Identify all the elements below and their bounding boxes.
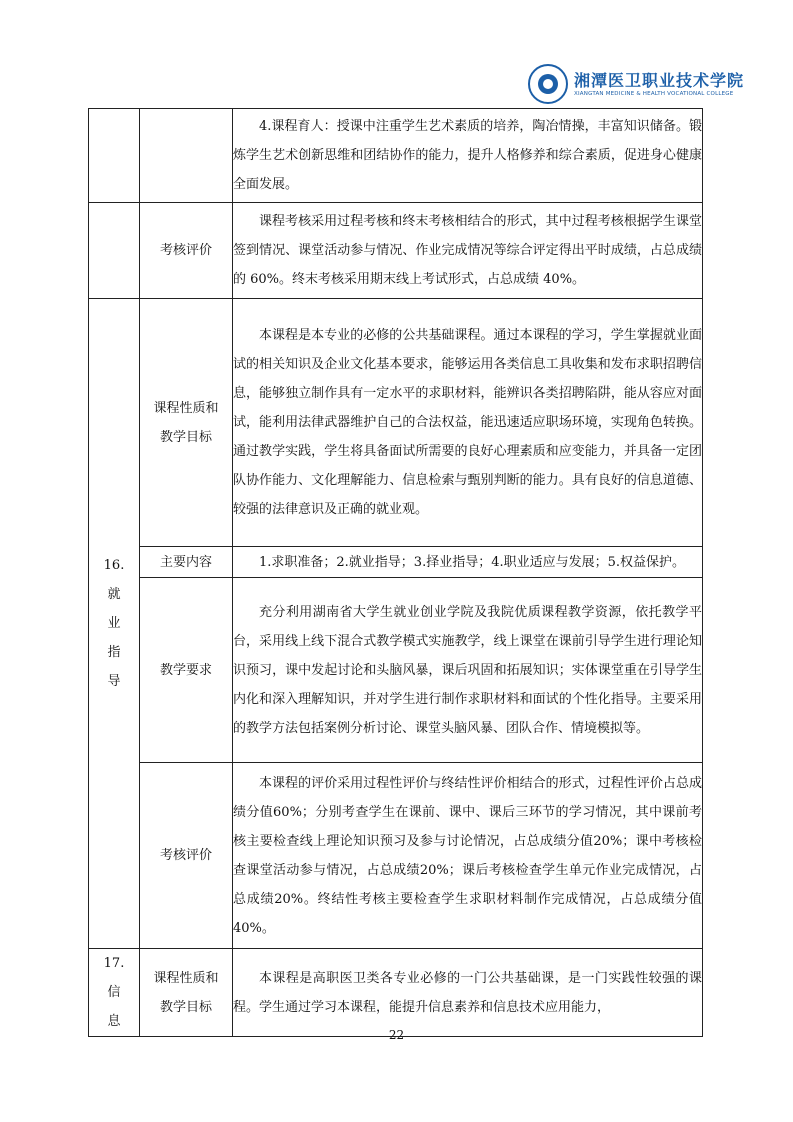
row-content-cell [233, 763, 703, 949]
college-logo [528, 64, 745, 108]
row-content-cell [233, 949, 703, 1037]
table-row [89, 949, 703, 1037]
row-label-cell: 主要内容 [140, 547, 233, 578]
row-content-cell [233, 578, 703, 763]
row-content-cell [233, 203, 703, 299]
course-education-text: 4.课程育人：授课中注重学生艺术素质的培养，陶冶情操，丰富知识储备。锻炼学生艺术创新思维和团结协作的能力，提升人格修养和综合素质，促进身心健康全面发展。 [233, 119, 702, 192]
logo-english: XIANGTAN MEDICINE & HEALTH VOCATIONAL COLLEGE [574, 91, 734, 97]
table-row [89, 578, 703, 763]
table-row [89, 547, 703, 578]
table-row [89, 203, 703, 299]
logo-name: 湘潭医卫职业技术学院 [574, 71, 745, 90]
course-number-cell [89, 109, 140, 203]
course-number-cell [89, 299, 140, 949]
row-label-cell [140, 109, 233, 203]
goal-text: 本课程是本专业的必修的公共基础课程。通过本课程的学习，学生掌握就业面试的相关知识及企业文化基本要求，能够运用各类信息工具收集和发布求职招聘信息，能够独立制作具有一定水平的求职材料，能辨识各类招聘陷阱，能从容应对面试，能利用法律武器维护自己的合法权益，能迅速适应职场环境，实现角色转换。通过教学实践，学生将具备面试所需要的良好心理素质和应变能力，并具备一定团队协作能力、文化理解能力、信息检索与甄别判断的能力。具有良好的信息道德、较强的法律意识及正确的就业观。 [233, 328, 702, 517]
row-label-cell: 考核评价 [140, 203, 233, 299]
goal-label-line: 教学目标 [159, 999, 212, 1015]
requirement-text: 充分利用湖南省大学生就业创业学院及我院优质课程教学资源，依托教学平台，采用线上线下混合式教学模式实施教学，线上课堂在课前引导学生进行理论知识预习，课中发起讨论和头脑风暴，课后巩固和拓展知识；实体课堂重在引导学生内化和深入理解知识，并对学生进行制作求职材料和面试的个性化指导。主要采用的教学方法包括案例分析讨论、课堂头脑风暴、团队合作、情境模拟等。 [233, 604, 702, 736]
course-17-name-char: 息 [107, 1014, 121, 1029]
college-emblem-icon [528, 64, 568, 104]
goal-text: 本课程是高职医卫类各专业必修的一门公共基础课，是一门实践性较强的课程。学生通过学习本课程，能提升信息素养和信息技术应用能力， [233, 970, 702, 1015]
course-number-cell [89, 203, 140, 299]
table-row [89, 109, 703, 203]
table-row [89, 299, 703, 547]
page-number: 22 [388, 1028, 405, 1042]
curriculum-table [88, 108, 703, 1037]
course-16-name-char: 导 [107, 674, 121, 689]
course-16-name-char: 业 [107, 616, 121, 631]
course-16-name-char: 指 [107, 645, 121, 660]
course-number-cell [89, 949, 140, 1037]
row-content-cell [233, 299, 703, 547]
course-16-number: 16. [103, 558, 125, 573]
row-label-cell [140, 949, 233, 1037]
row-label-cell: 教学要求 [140, 578, 233, 763]
course-16-name-char: 就 [107, 587, 121, 602]
course-16-title [89, 551, 139, 696]
table-row [89, 763, 703, 949]
goal-label-line: 课程性质和 [153, 400, 219, 416]
goal-label-line: 教学目标 [159, 429, 212, 445]
row-content-cell [233, 109, 703, 203]
assessment-text: 课程考核采用过程考核和终末考核相结合的形式，其中过程考核根据学生课堂签到情况、课堂活动参与情况、作业完成情况等综合评定得出平时成绩，占总成绩的 60%。终末考核采用期末线上考试形式，占总成绩 40%。 [233, 214, 702, 287]
main-content-text: 1.求职准备；2.就业指导；3.择业指导；4.职业适应与发展；5.权益保护。 [259, 554, 686, 570]
course-17-title [89, 949, 139, 1036]
row-label-cell: 考核评价 [140, 763, 233, 949]
row-label-cell [140, 299, 233, 547]
course-17-number: 17. [103, 956, 125, 971]
row-content-cell [233, 547, 703, 578]
evaluation-text: 本课程的评价采用过程性评价与终结性评价相结合的形式，过程性评价占总成绩分值60%；分别考查学生在课前、课中、课后三环节的学习情况，其中课前考核主要检查线上理论知识预习及参与讨论情况，占总成绩分值20%；课中考核检查课堂活动参与情况，占总成绩20%；课后考核检查学生单元作业完成情况，占总成绩20%。终结性考核主要检查学生求职材料制作完成情况，占总成绩分值40%。 [233, 775, 702, 936]
course-17-name-char: 信 [107, 985, 121, 1000]
goal-label-line: 课程性质和 [153, 970, 219, 986]
